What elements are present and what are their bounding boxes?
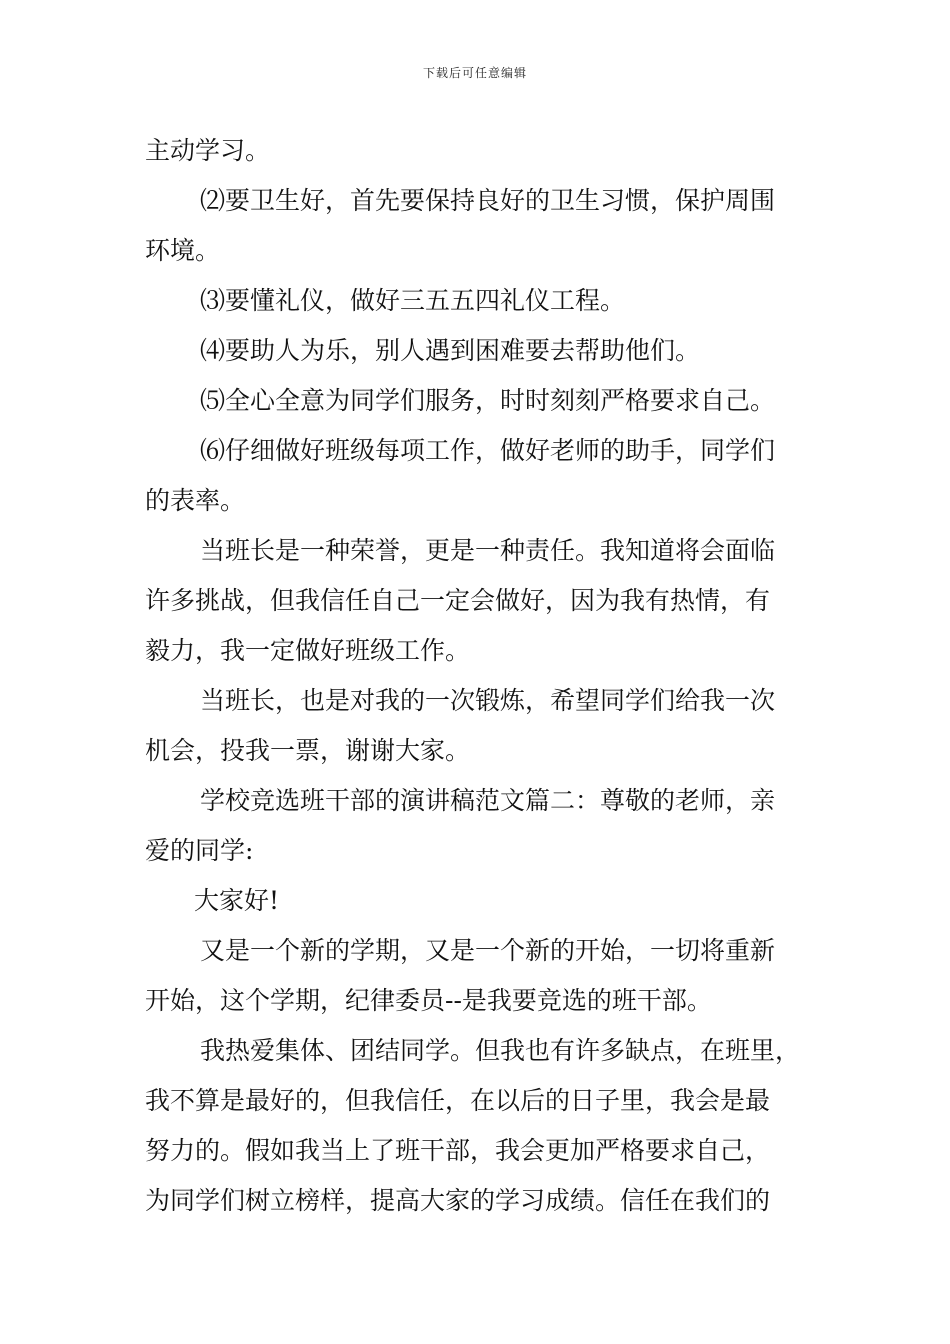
text-line: 环境。 bbox=[145, 236, 221, 265]
text-line: 我不算是最好的，但我信任，在以后的日子里，我会是最 bbox=[145, 1086, 771, 1115]
text-line: ⑹仔细做好班级每项工作，做好老师的助手，同学们 bbox=[200, 436, 776, 465]
header-note: 下载后可任意编辑 bbox=[422, 66, 527, 80]
text-line: 又是一个新的学期，又是一个新的开始，一切将重新 bbox=[200, 936, 776, 965]
text-line: 的表率。 bbox=[145, 486, 246, 515]
text-line: ⑵要卫生好，首先要保持良好的卫生习惯，保护周围 bbox=[200, 186, 776, 215]
text-line: 学校竞选班干部的演讲稿范文篇二：尊敬的老师，亲 bbox=[200, 786, 776, 815]
text-line: 开始，这个学期，纪律委员--是我要竞选的班干部。 bbox=[145, 986, 712, 1015]
text-line: 努力的。假如我当上了班干部，我会更加严格要求自己， bbox=[145, 1136, 771, 1165]
text-line: 机会，投我一票，谢谢大家。 bbox=[145, 736, 471, 765]
text-line: 为同学们树立榜样，提高大家的学习成绩。信任在我们的 bbox=[145, 1186, 771, 1215]
text-line: 主动学习。 bbox=[145, 136, 271, 165]
text-line: 许多挑战，但我信任自己一定会做好，因为我有热情，有 bbox=[145, 586, 771, 615]
text-line: 我热爱集体、团结同学。但我也有许多缺点，在班里， bbox=[200, 1036, 801, 1065]
text-line: 毅力，我一定做好班级工作。 bbox=[145, 636, 471, 665]
text-line: 大家好! bbox=[194, 886, 280, 915]
text-line: 当班长，也是对我的一次锻炼，希望同学们给我一次 bbox=[200, 686, 776, 715]
document-body bbox=[145, 126, 810, 1226]
text-line: ⑸全心全意为同学们服务，时时刻刻严格要求自己。 bbox=[200, 386, 776, 415]
text-line: ⑷要助人为乐，别人遇到困难要去帮助他们。 bbox=[200, 336, 701, 365]
text-line: 当班长是一种荣誉，更是一种责任。我知道将会面临 bbox=[200, 536, 776, 565]
text-line: ⑶要懂礼仪，做好三五五四礼仪工程。 bbox=[200, 286, 626, 315]
text-line: 爱的同学: bbox=[145, 836, 254, 865]
